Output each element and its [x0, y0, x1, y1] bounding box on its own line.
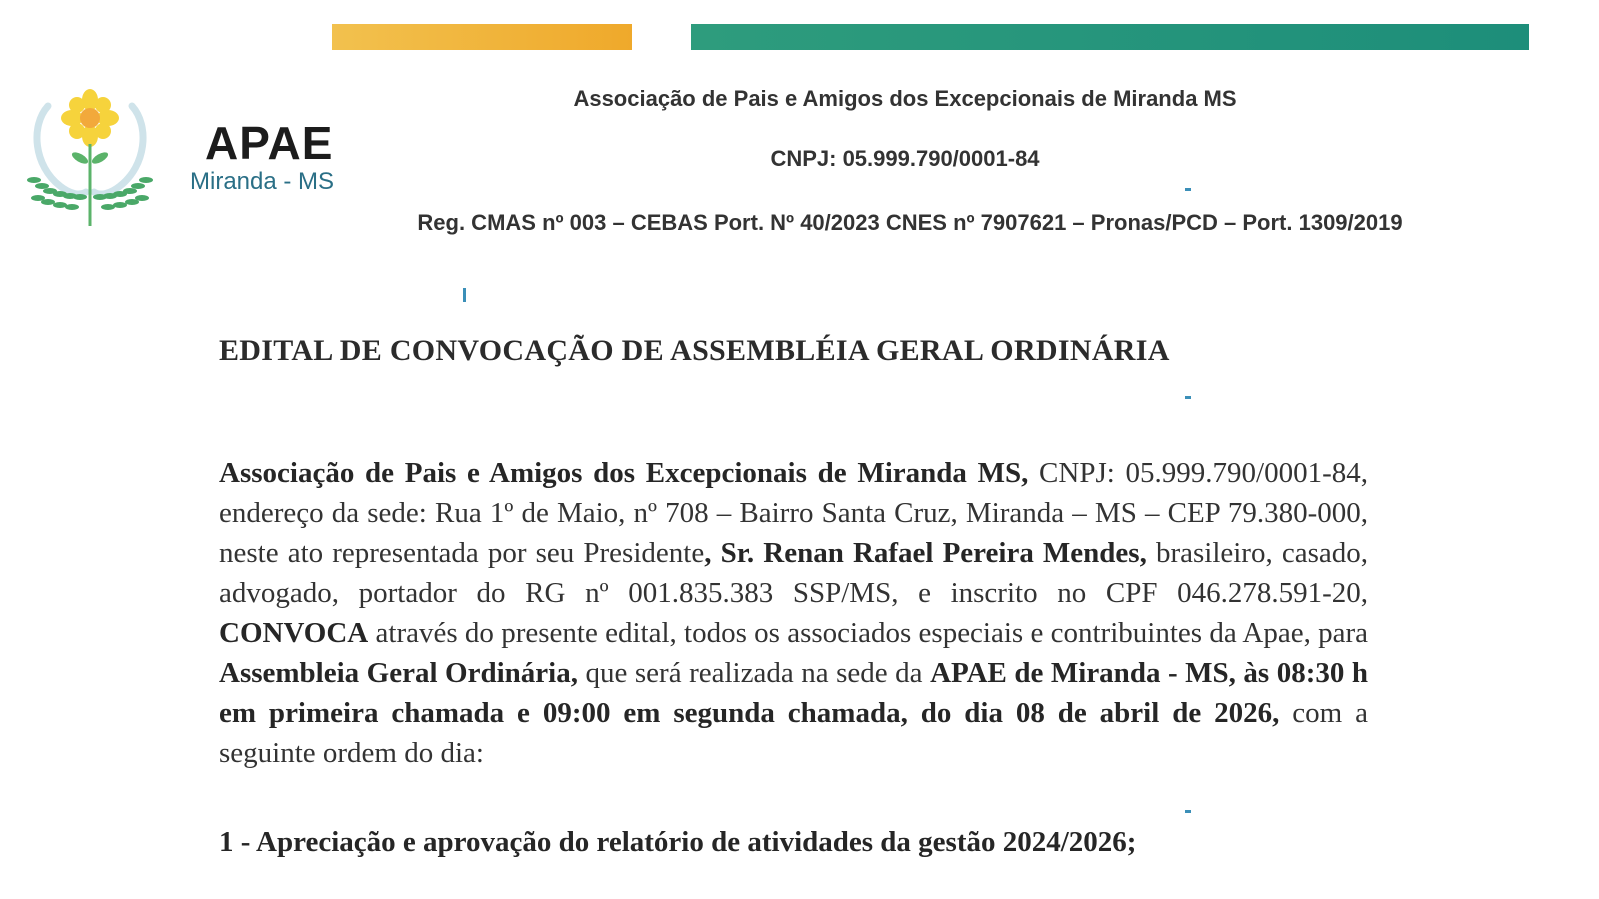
cnpj-header: CNPJ: 05.999.790/0001-84 [770, 146, 1040, 171]
scan-speck [1185, 810, 1191, 813]
logo-title: APAE [205, 117, 334, 169]
header-orange-bar [332, 24, 632, 50]
registration-header: Reg. CMAS nº 003 – CEBAS Port. Nº 40/2023 CNES nº 7907621 – Pronas/PCD – Port. 1309/2019 [417, 210, 1403, 235]
president-name: , Sr. Renan Rafael Pereira Mendes, [704, 537, 1147, 569]
org-name-header: Associação de Pais e Amigos dos Excepcionais de Miranda MS [573, 86, 1237, 111]
document-title: EDITAL DE CONVOCAÇÃO DE ASSEMBLÉIA GERAL ORDINÁRIA [219, 334, 1170, 367]
apae-logo [20, 86, 340, 236]
paragraph-text-4: que será realizada na sede da [577, 657, 931, 689]
agenda-item: 1 - Apreciação e aprovação do relatório de atividades da gestão 2024/2026; [219, 826, 1137, 858]
paragraph-text-3: através do presente edital, todos os associados especiais e contribuintes da Apae, para [368, 617, 1368, 649]
paragraph-text-1: CNPJ: 05.999.790/0001-84, endereço da sede: Rua 1º de Maio, nº 708 – Bairro Santa Cruz, Miranda – MS – CEP 79.380-000, neste ato representada por seu Presidente [219, 457, 1368, 569]
scan-speck [1185, 396, 1191, 399]
org-name-bold: Associação de Pais e Amigos dos Excepcionais de Miranda MS, [219, 457, 1029, 489]
paragraph-text-5: com a seguinte ordem do dia: [219, 697, 1368, 769]
assembly-type: Assembleia Geral Ordinária, [219, 657, 578, 689]
paragraph-text-2: brasileiro, casado, advogado, portador do RG nº 001.835.383 SSP/MS, e inscrito no CPF 046.278.591-20, [219, 537, 1368, 609]
header-teal-bar [691, 24, 1529, 50]
convocation-paragraph [219, 453, 1368, 773]
sunflower-hands-icon [20, 86, 180, 236]
scan-speck [463, 288, 466, 302]
scan-speck [1185, 188, 1191, 191]
convoca-word: CONVOCA [219, 617, 369, 649]
logo-subtitle: Miranda - MS [190, 168, 335, 195]
meeting-details: APAE de Miranda - MS, às 08:30 h em primeira chamada e 09:00 em segunda chamada, do dia 08 de abril de 2026, [219, 657, 1369, 729]
